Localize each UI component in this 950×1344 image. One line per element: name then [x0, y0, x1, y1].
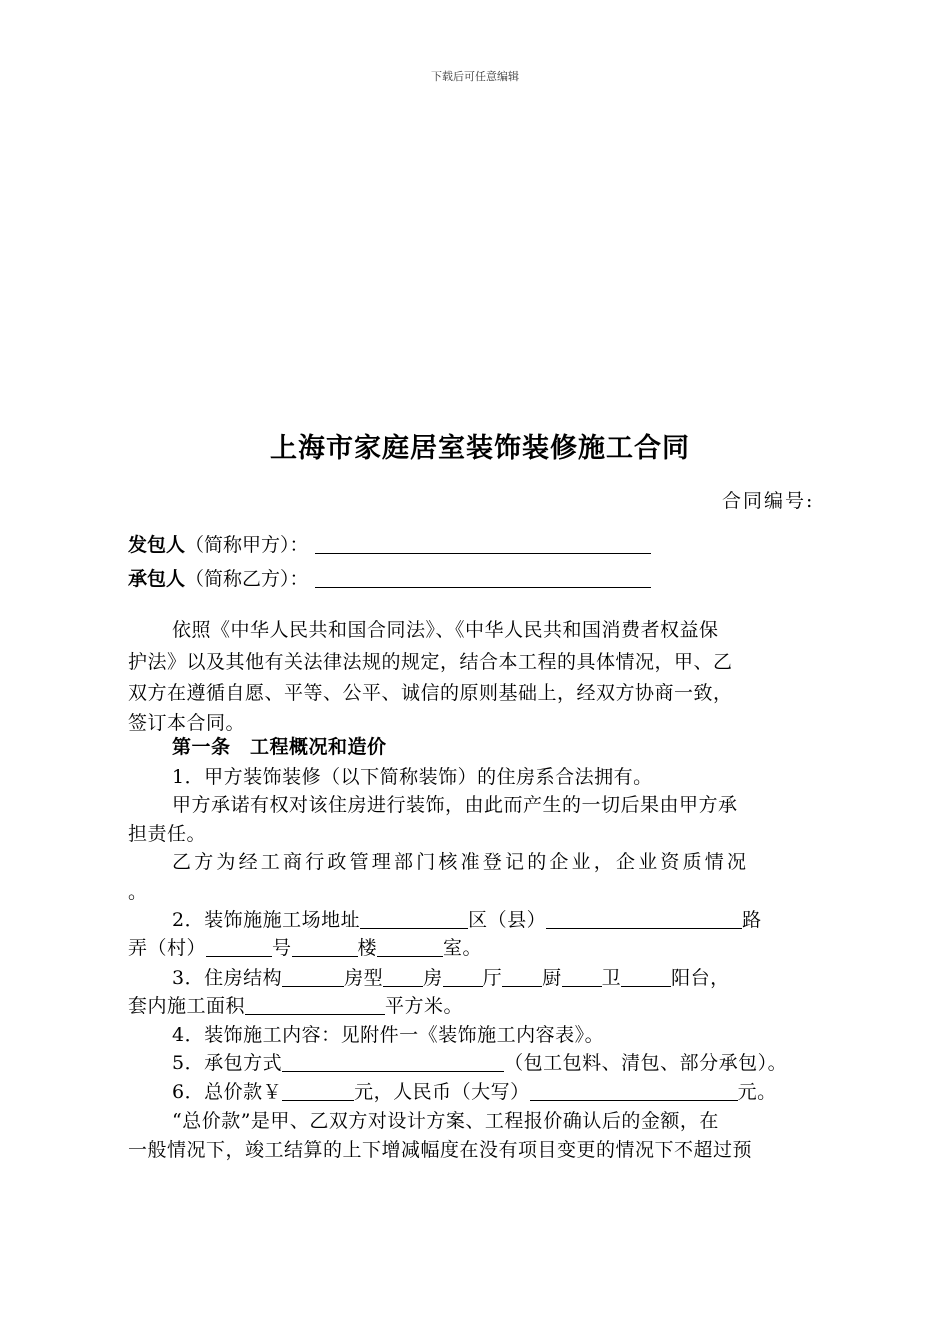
area-blank[interactable] [245, 994, 385, 1015]
item-2-line-2 [128, 932, 482, 964]
item-6-suffix: 元。 [737, 1081, 777, 1103]
item-5-suffix: （包工包料、清包、部分承包）。 [504, 1052, 788, 1074]
hall-blank[interactable] [502, 966, 542, 987]
type-blank[interactable] [383, 966, 423, 987]
party-a-line [128, 530, 651, 557]
total-desc-line: “总价款”是甲、乙双方对设计方案、工程报价确认后的金额，在 [172, 1110, 719, 1132]
party-a-blank[interactable] [315, 535, 651, 554]
area-label: 套内施工面积 [128, 995, 246, 1017]
contract-mode-blank[interactable] [282, 1051, 504, 1072]
road-blank[interactable] [546, 908, 742, 929]
total-amount-blank[interactable] [282, 1080, 354, 1101]
intro-line: 护法》以及其他有关法律法规的规定，结合本工程的具体情况，甲、乙 [128, 651, 733, 673]
total-desc-line: 一般情况下，竣工结算的上下增减幅度在没有项目变更的情况下不超过预 [128, 1139, 753, 1161]
article-heading: 第一条 工程概况和造价 [172, 736, 387, 758]
amount-uppercase-blank[interactable] [530, 1080, 738, 1101]
type-label: 房型 [344, 967, 384, 989]
area-unit: 平方米。 [385, 995, 464, 1017]
bath-blank[interactable] [621, 966, 671, 987]
item-6-mid: 元，人民币（大写） [354, 1081, 530, 1103]
lane-label: 弄（村） [128, 937, 207, 959]
kitchen-label: 厨 [542, 967, 562, 989]
district-label: 区（县） [468, 909, 547, 931]
intro-line: 签订本合同。 [128, 712, 246, 734]
promise-line: 担责任。 [128, 823, 207, 845]
party-b-line [128, 564, 651, 591]
hall-label: 厅 [482, 967, 503, 989]
item-4: 4．装饰施工内容：见附件一《装饰施工内容表》。 [172, 1024, 605, 1046]
structure-blank[interactable] [282, 966, 344, 987]
intro-line: 双方在遵循自愿、平等、公平、诚信的原则基础上，经双方协商一致， [128, 682, 733, 704]
item-5-prefix: 5．承包方式 [172, 1052, 283, 1074]
intro-line: 依照《中华人民共和国合同法》、《中华人民共和国消费者权益保 [172, 619, 719, 641]
number-blank[interactable] [292, 936, 358, 957]
road-label: 路 [742, 909, 762, 931]
room-label: 室。 [443, 937, 483, 959]
party-a-role: 发包人 [128, 534, 186, 556]
number-label: 号 [272, 937, 292, 959]
page-header: 下载后可任意编辑 [431, 70, 519, 83]
rooms-blank[interactable] [443, 966, 483, 987]
kitchen-blank[interactable] [562, 966, 602, 987]
contract-number-label: 合同编号: [722, 490, 815, 512]
item-3-prefix: 3．住房结构 [172, 967, 283, 989]
balcony-label: 阳台， [671, 967, 730, 989]
item-6-line [172, 1076, 777, 1108]
item-1: 1．甲方装饰装修（以下简称装饰）的住房系合法拥有。 [172, 766, 653, 788]
building-blank[interactable] [377, 936, 443, 957]
document-title: 上海市家庭居室装饰装修施工合同 [270, 433, 690, 464]
party-b-role: 承包人 [128, 568, 186, 590]
item-5-line [172, 1047, 787, 1079]
rooms-label: 房 [423, 967, 443, 989]
qualification-line: 。 [128, 881, 148, 903]
bath-label: 卫 [601, 967, 622, 989]
party-b-desc: （简称乙方）： [185, 568, 309, 590]
address-blank[interactable] [360, 908, 468, 929]
promise-line: 甲方承诺有权对该住房进行装饰，由此而产生的一切后果由甲方承 [172, 794, 738, 816]
qualification-line: 乙方为经工商行政管理部门核准登记的企业，企业资质情况 [172, 851, 750, 873]
building-label: 楼 [357, 937, 378, 959]
party-a-desc: （简称甲方）： [185, 534, 309, 556]
item-3-line-2 [128, 990, 463, 1022]
lane-blank[interactable] [206, 936, 272, 957]
item-2-prefix: 2．装饰施施工场地址 [172, 909, 361, 931]
party-b-blank[interactable] [315, 569, 651, 588]
item-6-prefix: 6．总价款￥ [172, 1081, 283, 1103]
